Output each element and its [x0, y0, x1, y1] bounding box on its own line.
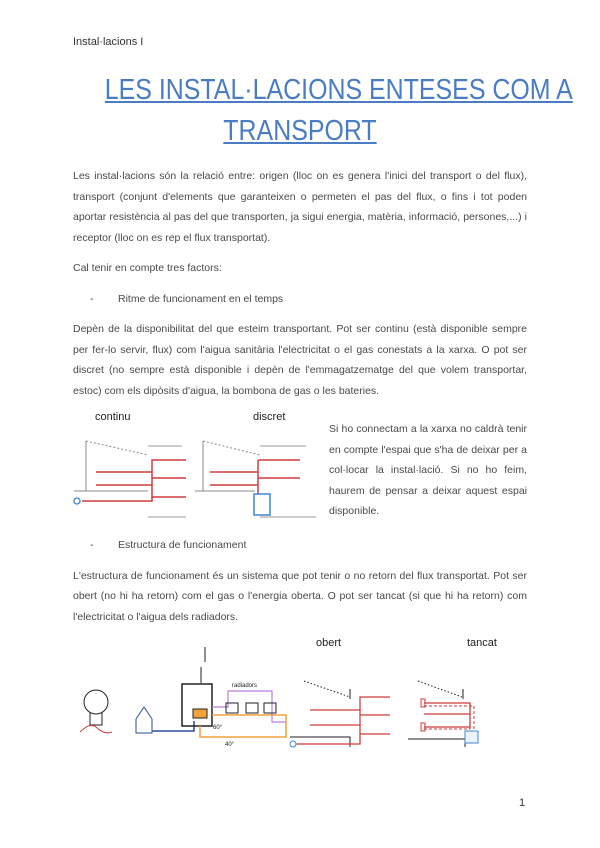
label-continu: continu — [95, 411, 131, 423]
page-content — [73, 70, 573, 749]
title-line-2: TRANSPORT — [223, 115, 377, 147]
discret-diagram — [195, 441, 316, 517]
figure-1 — [73, 411, 527, 523]
factor2-paragraph: L'estructura de funcionament és un sistema que pot tenir o no retorn del flux transportat. Pot ser obert (no hi ha retorn) com el gas o l'energia oberta. O pot ser tancat (si que hi ha retorn) com l'electricitat o l'aigua dels radiadors. — [73, 569, 527, 623]
heating-sketch — [136, 647, 286, 748]
bullet-factor-1 — [90, 289, 527, 310]
bullet-factor-2 — [90, 535, 527, 556]
sketch-label-60: 60° — [213, 725, 223, 731]
bullet-marker: - — [90, 292, 94, 305]
figure-continu-discret — [70, 433, 320, 523]
sketch-label-radiadors: radiadors — [232, 683, 258, 689]
figure1-caption: Si ho connectam a la xarxa no caldrà tenir en compte l'espai que s'ha de deixar per a col·locar la instal·lació. Si no ho feim, haurem de pensar a deixar aquest espai disponible. — [329, 423, 527, 517]
label-obert: obert — [316, 637, 342, 649]
bullet-text: Ritme de funcionament en el temps — [118, 292, 284, 305]
page-title — [73, 70, 573, 152]
lightbulb-sketch — [80, 690, 112, 733]
intro-paragraph: Les instal·lacions són la relació entre: origen (lloc on es genera l'inici del transport o del flux), transport (conjunt d'elements que garanteixen o permeten el pas del flux, o fins i tot poden aportar resistència al pas del que transporten, ja sigui energia, matèria, informació, persones,...) i receptor (lloc on es rep el flux transportat). — [73, 170, 527, 244]
bullet-text: Estructura de funcionament — [118, 539, 247, 551]
label-discret: discret — [253, 411, 286, 423]
title-line-1: LES INSTAL·LACIONS ENTESES COM A — [104, 74, 573, 106]
continu-diagram — [74, 441, 186, 517]
figure-obert-tancat — [60, 647, 500, 749]
figure-2 — [73, 637, 527, 749]
tancat-diagram — [408, 681, 478, 747]
bullet-marker: - — [90, 539, 94, 551]
factors-intro: Cal tenir en compte tres factors: — [73, 262, 222, 274]
obert-diagram — [290, 681, 390, 747]
sketch-label-40: 40° — [225, 742, 235, 748]
factor1-paragraph: Depèn de la disponibilitat del que esteim transportant. Pot ser continu (està disponible sempre per fer-lo servir, flux) com l'aigua sanitària l'electricitat o el gas conestats a la xarxa. O pot ser discret (no sempre està disponible i depèn de l'emmagatzematge del que volem transportar, estoc) com els dipòsits d'aigua, la bombona de gas o les bateries. — [73, 323, 527, 397]
running-header: Instal·lacions I — [73, 36, 144, 48]
page-number: 1 — [519, 797, 526, 809]
figure-continu-discret-wrap — [73, 411, 323, 523]
label-tancat: tancat — [467, 637, 497, 649]
